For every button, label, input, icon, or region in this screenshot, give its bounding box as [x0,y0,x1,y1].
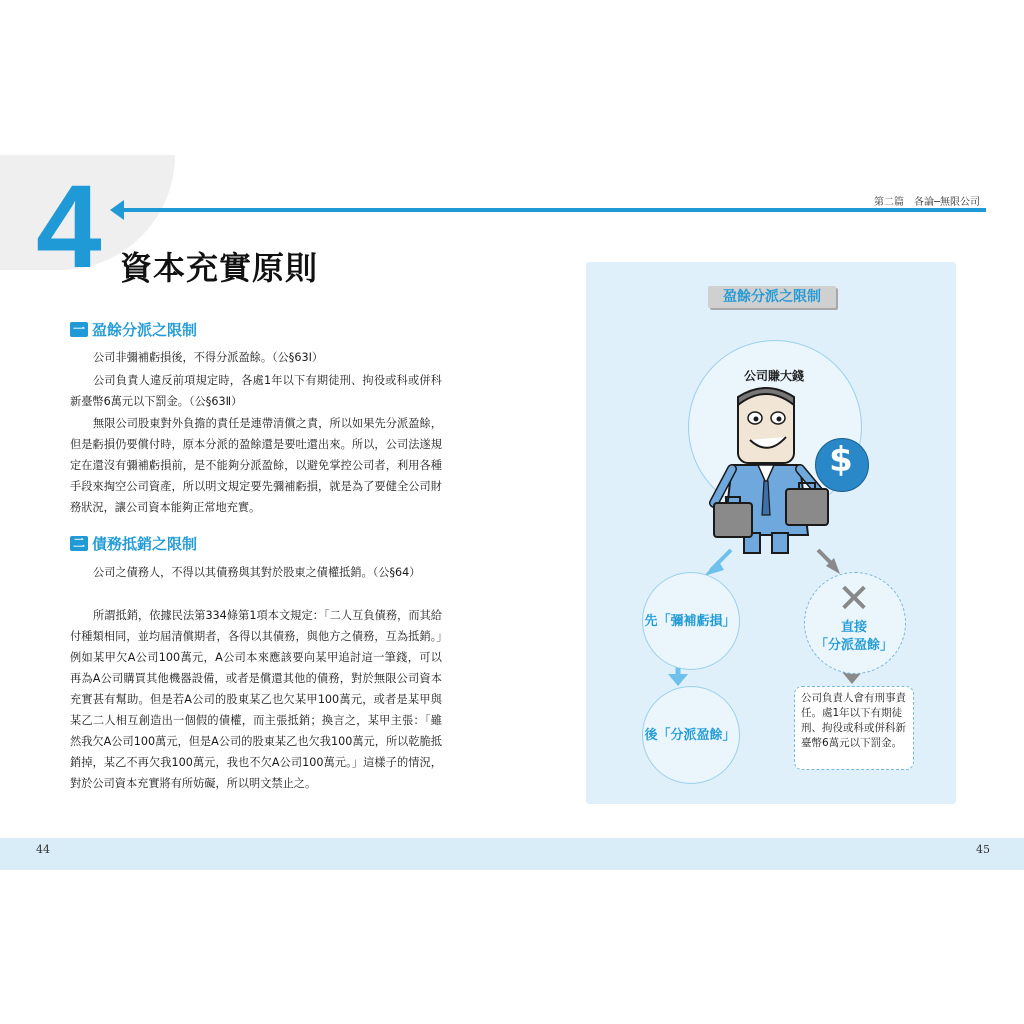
section-heading-1 [70,319,197,340]
right-mid-label-2: 「分派盈餘」 [814,638,893,653]
page-number-right: 45 [976,843,990,856]
left-bottom-label: 後「分派盈餘」 [644,728,736,743]
top-circle-label: 公司賺大錢 [743,369,804,383]
footer-band [0,838,1024,870]
running-head: 第二篇 各論─無限公司 [873,197,980,208]
paragraph: 公司之債務人，不得以其債務與其對於股東之債權抵銷。（公§64） [93,566,421,579]
dollar-sign-icon: $ [829,440,853,480]
section-badge: 一 [70,322,88,337]
paragraph: 所謂抵銷，依據民法第334條第1項本文規定：「二人互負債務，而其給付種類相同，並均屆清償期者，各得以其債務，與他方之債務，互為抵銷。」例如某甲欠A公司100萬元，A公司本來應該要向某甲追討這一筆錢，可以再為A公司購買其他機器設備，或者是償還其他的債務，對於無限公司資本充實甚有幫助。但是若A公司的股東某乙也欠某甲100萬元，或者是某甲與某乙二人相互創造出一個假的債權，而主張抵銷；換言之，某甲主張：「雖然我欠A公司100萬元，但是A公司的股東某乙也欠我100萬元，所以乾脆抵銷掉，某乙不再欠我100萬元，我也不欠A公司100萬元。」這樣子的情況，對於公司資本充實將有所妨礙，所以明文禁止之。 [70,609,442,790]
section-badge: 二 [70,536,88,551]
left-mid-label: 先「彌補虧損」 [644,614,736,629]
diagram-title: 盈餘分派之限制 [708,286,836,308]
chapter-number: 4 [36,161,102,293]
paragraph: 公司非彌補虧損後，不得分派盈餘。（公§63Ⅰ） [93,351,324,364]
cross-icon: ✕ [837,576,871,622]
header-rule [120,208,986,212]
paragraph: 公司負責人違反前項規定時，各處1年以下有期徒刑、拘役或科或併科新臺幣6萬元以下罰金。（公§63Ⅱ） [70,374,442,408]
penalty-note: 公司負責人會有刑事責任。處1年以下有期徒刑、拘役或科或併科新臺幣6萬元以下罰金。 [794,686,914,770]
paragraph: 無限公司股東對外負擔的責任是連帶清償之責，所以如果先分派盈餘，但是虧損仍要償付時，原本分派的盈餘還是要吐還出來。所以，公司法遂規定在還沒有彌補虧損前，是不能夠分派盈餘，以避免掌控公司者，利用各種手段來掏空公司資產，所以明文規定要先彌補虧損，就是為了要健全公司財務狀況，讓公司資本能夠正常地充實。 [70,417,442,514]
page-number-left: 44 [36,843,50,856]
chapter-title: 資本充實原則 [120,249,319,287]
right-mid-label-1: 直接 [840,620,867,635]
section-title: 債務抵銷之限制 [92,535,198,553]
section-heading-2 [70,533,197,554]
section-title: 盈餘分派之限制 [92,321,198,339]
